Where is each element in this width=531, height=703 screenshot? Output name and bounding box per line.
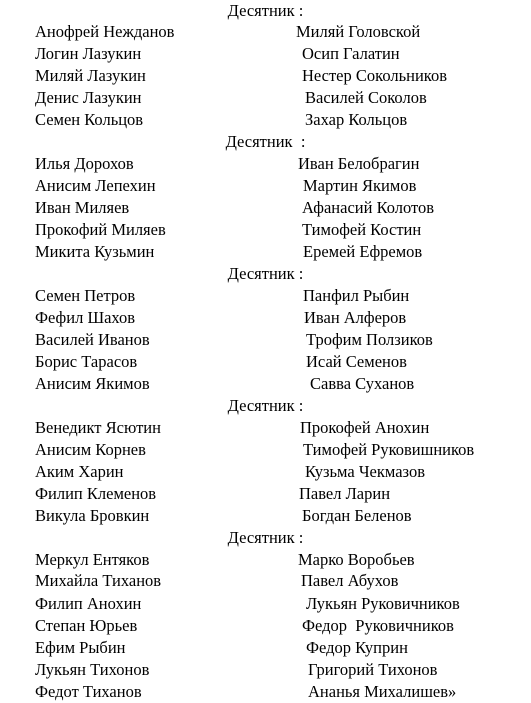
group-5-row-5-right-name: Федор Куприн — [306, 638, 408, 657]
group-4-row-3-left-name: Аким Харин — [35, 462, 124, 481]
group-2-row-1-left-name: Илья Дорохов — [35, 154, 134, 173]
group-2-row-3-left-name: Иван Миляев — [35, 198, 130, 217]
group-5-row-7-right-name: Ананья Михалишев» — [308, 682, 457, 701]
group-2-heading: Десятник : — [225, 132, 306, 151]
group-1-row-5-right-name: Захар Кольцов — [305, 110, 408, 129]
group-4-row-1-right-name: Прокофей Анохин — [300, 418, 430, 437]
group-1-row-3-left-name: Миляй Лазукин — [35, 66, 146, 85]
group-2-row-3-right-name: Афанасий Колотов — [302, 198, 435, 217]
group-3-row-5-right-name: Савва Суханов — [310, 374, 415, 393]
group-5-row-1-left-name: Меркул Ентяков — [35, 550, 150, 569]
group-5-row-3-left-name: Филип Анохин — [35, 594, 142, 613]
group-2-row-4-left-name: Прокофий Миляев — [35, 220, 166, 239]
group-3-row-1-left-name: Семен Петров — [35, 286, 136, 305]
group-1-row-1-left-name: Анофрей Нежданов — [35, 22, 175, 41]
group-3-row-4-left-name: Борис Тарасов — [35, 352, 138, 371]
group-1-row-2-left-name: Логин Лазукин — [35, 44, 142, 63]
group-2-row-2-left-name: Анисим Лепехин — [35, 176, 156, 195]
group-4-row-2-right-name: Тимофей Руковишников — [303, 440, 475, 459]
group-3-row-4-right-name: Исай Семенов — [306, 352, 407, 371]
group-4-row-4-right-name: Павел Ларин — [299, 484, 391, 503]
group-3-heading: Десятник : — [227, 264, 304, 283]
group-5-row-3-right-name: Лукьян Руковичников — [306, 594, 460, 613]
group-2-row-5-right-name: Еремей Ефремов — [303, 242, 423, 261]
group-2-row-1-right-name: Иван Белобрагин — [298, 154, 420, 173]
group-5-row-7-left-name: Федот Тиханов — [35, 682, 142, 701]
group-3-row-2-left-name: Фефил Шахов — [35, 308, 136, 327]
group-1-row-2-right-name: Осип Галатин — [302, 44, 400, 63]
group-1-row-1-right-name: Миляй Головской — [296, 22, 421, 41]
group-2-row-2-right-name: Мартин Якимов — [303, 176, 417, 195]
group-3-row-3-right-name: Трофим Ползиков — [306, 330, 433, 349]
group-3-row-5-left-name: Анисим Якимов — [35, 374, 150, 393]
group-1-heading: Десятник : — [227, 1, 304, 20]
group-5-row-6-right-name: Григорий Тихонов — [308, 660, 438, 679]
group-5-row-6-left-name: Лукьян Тихонов — [35, 660, 150, 679]
group-1-row-4-right-name: Василей Соколов — [305, 88, 427, 107]
group-1-row-5-left-name: Семен Кольцов — [35, 110, 144, 129]
group-5-row-4-right-name: Федор Руковичников — [302, 616, 454, 635]
group-1-row-3-right-name: Нестер Сокольников — [302, 66, 447, 85]
group-5-row-5-left-name: Ефим Рыбин — [35, 638, 126, 657]
group-4-row-4-left-name: Филип Клеменов — [35, 484, 157, 503]
group-3-row-3-left-name: Василей Иванов — [35, 330, 150, 349]
group-2-row-4-right-name: Тимофей Костин — [302, 220, 422, 239]
group-5-row-2-right-name: Павел Абухов — [301, 571, 399, 590]
group-4-row-5-left-name: Викула Бровкин — [35, 506, 150, 525]
group-3-row-2-right-name: Иван Алферов — [304, 308, 407, 327]
group-3-row-1-right-name: Панфил Рыбин — [303, 286, 410, 305]
group-1-row-4-left-name: Денис Лазукин — [35, 88, 142, 107]
group-4-row-2-left-name: Анисим Корнев — [35, 440, 146, 459]
group-5-row-1-right-name: Марко Воробьев — [298, 550, 415, 569]
group-4-heading: Десятник : — [227, 396, 304, 415]
group-4-row-5-right-name: Богдан Беленов — [302, 506, 412, 525]
group-4-row-3-right-name: Кузьма Чекмазов — [305, 462, 426, 481]
group-5-heading: Десятник : — [227, 528, 304, 547]
group-2-row-5-left-name: Микита Кузьмин — [35, 242, 155, 261]
group-4-row-1-left-name: Венедикт Ясютин — [35, 418, 161, 437]
group-5-row-2-left-name: Михайла Тиханов — [35, 571, 162, 590]
group-5-row-4-left-name: Степан Юрьев — [35, 616, 138, 635]
